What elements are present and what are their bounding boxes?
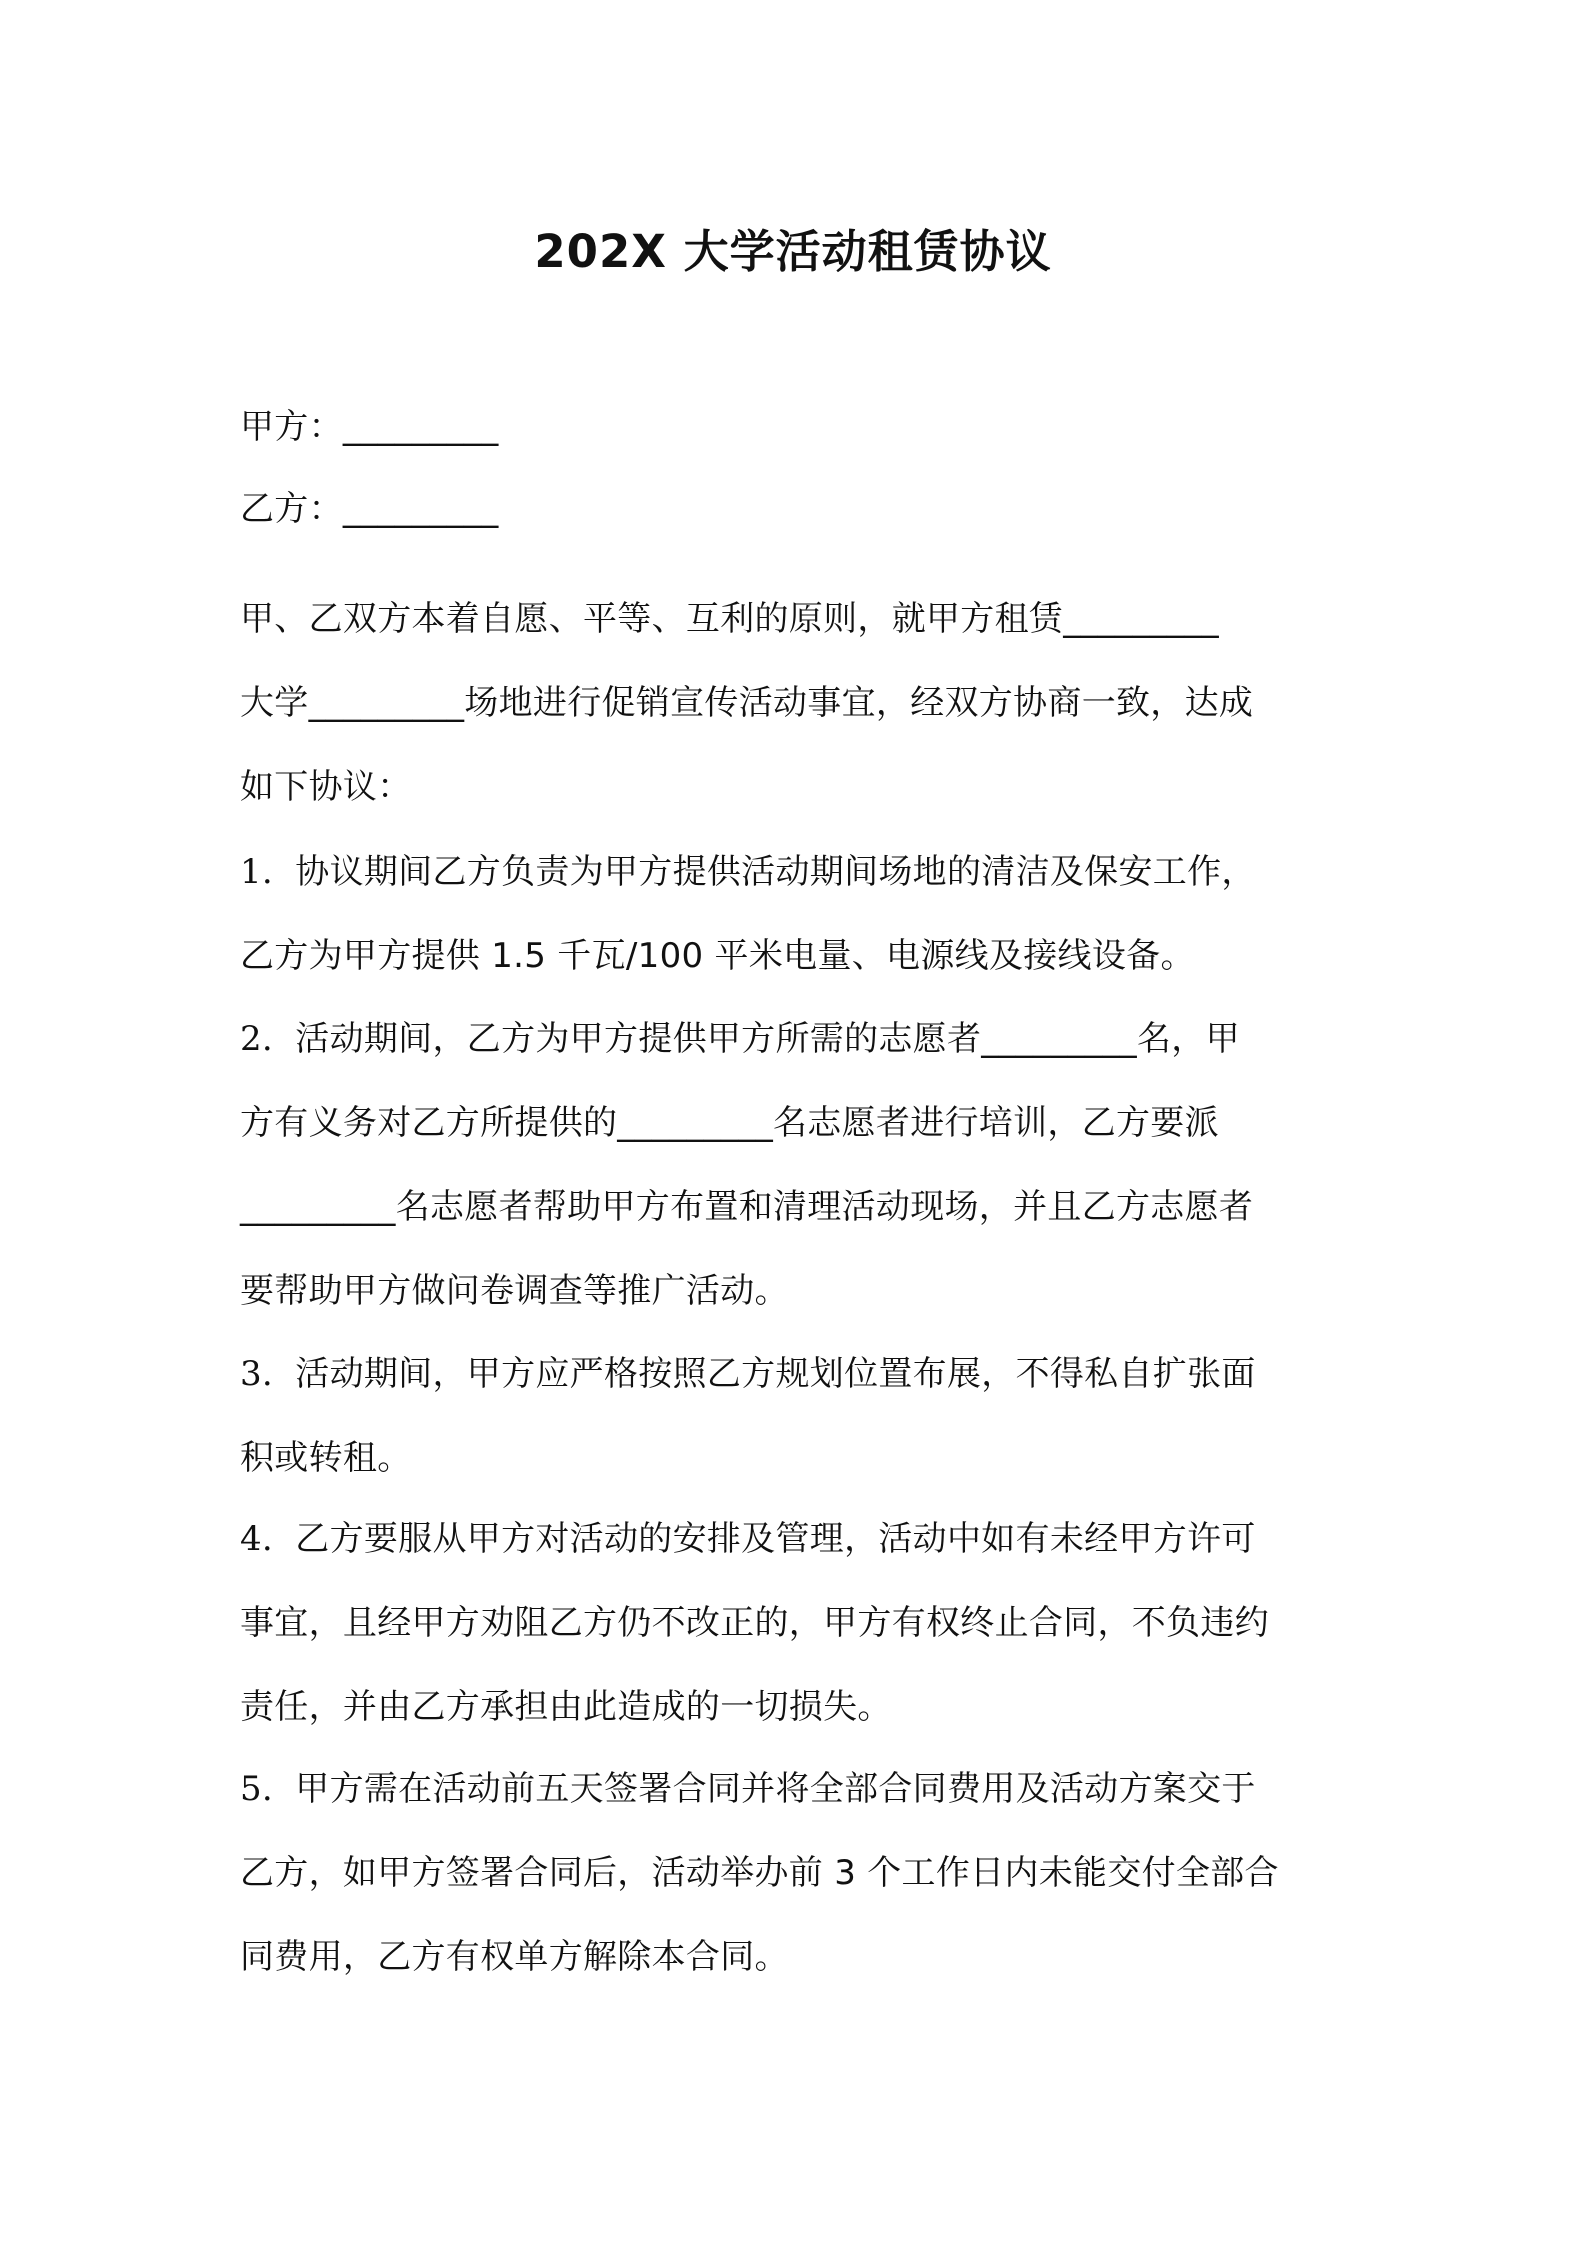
clause-line: 乙方，如甲方签署合同后，活动举办前 3 个工作日内未能交付全部合 — [240, 1853, 1279, 1893]
clause-line: _________名志愿者帮助甲方布置和清理活动现场，并且乙方志愿者 — [240, 1187, 1254, 1227]
clause-number: 2. — [240, 1019, 274, 1059]
intro-line: 大学_________场地进行促销宣传活动事宜，经双方协商一致，达成 — [240, 683, 1254, 723]
party-a-line: 甲方：_________ — [240, 407, 499, 447]
clause-line: 要帮助甲方做问卷调查等推广活动。 — [240, 1271, 789, 1311]
clause-text: 协议期间乙方负责为甲方提供活动期间场地的清洁及保安工作， — [295, 852, 1256, 892]
clause-text: 活动期间，甲方应严格按照乙方规划位置布展，不得私自扩张面 — [295, 1354, 1256, 1394]
clause-number: 4. — [240, 1519, 274, 1559]
clause-line — [240, 997, 1352, 1081]
clause-line — [240, 830, 1352, 914]
clause-line: 责任，并由乙方承担由此造成的一切损失。 — [240, 1687, 892, 1727]
party-b-line: 乙方：_________ — [240, 489, 499, 529]
intro-line: 甲、乙双方本着自愿、平等、互利的原则，就甲方租赁_________ — [240, 599, 1219, 639]
clause-4 — [240, 1497, 1352, 1749]
clause-number: 1. — [240, 852, 274, 892]
clause-line — [240, 1332, 1352, 1416]
clause-line — [240, 1497, 1352, 1581]
intro-paragraph — [240, 577, 1352, 829]
clause-line: 乙方为甲方提供 1.5 千瓦/100 平米电量、电源线及接线设备。 — [240, 936, 1195, 976]
clause-5 — [240, 1747, 1352, 1999]
clause-text: 乙方要服从甲方对活动的安排及管理，活动中如有未经甲方许可 — [295, 1519, 1256, 1559]
clause-text: 甲方需在活动前五天签署合同并将全部合同费用及活动方案交于 — [295, 1769, 1256, 1809]
clause-number: 3. — [240, 1354, 274, 1394]
document-title: 202X 大学活动租赁协议 — [534, 225, 1052, 278]
clause-line: 同费用，乙方有权单方解除本合同。 — [240, 1937, 789, 1977]
clause-line: 事宜，且经甲方劝阻乙方仍不改正的，甲方有权终止合同，不负违约 — [240, 1603, 1269, 1643]
clause-line: 积或转租。 — [240, 1438, 412, 1478]
clause-1 — [240, 830, 1352, 998]
clause-line — [240, 1747, 1352, 1831]
clause-text: 活动期间，乙方为甲方提供甲方所需的志愿者_________名，甲 — [295, 1019, 1240, 1059]
clause-number: 5. — [240, 1769, 274, 1809]
clause-line: 方有义务对乙方所提供的_________名志愿者进行培训，乙方要派 — [240, 1103, 1219, 1143]
clause-3 — [240, 1332, 1352, 1500]
intro-line: 如下协议： — [240, 767, 412, 807]
clause-2 — [240, 997, 1352, 1333]
